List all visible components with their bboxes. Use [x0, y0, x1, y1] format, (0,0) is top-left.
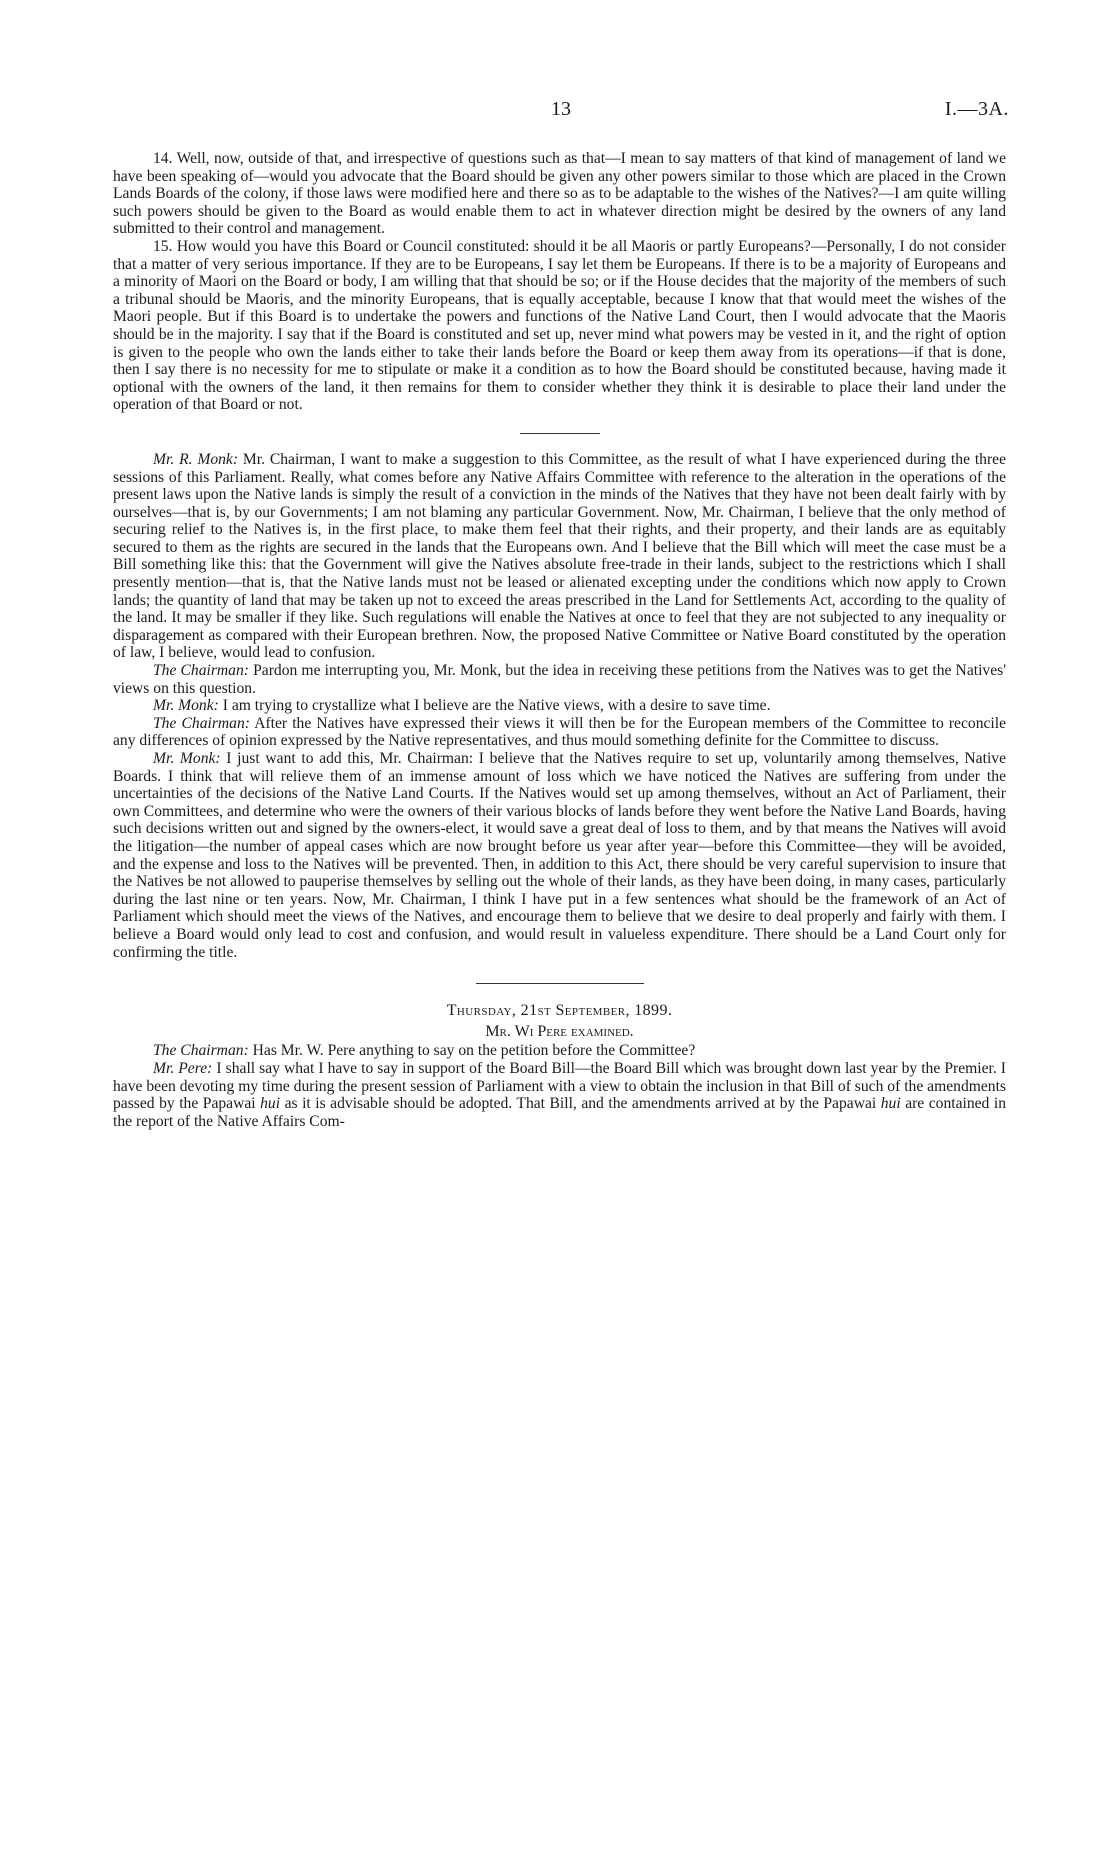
speaker-name: The Chairman: — [153, 714, 250, 732]
speaker-name: The Chairman: — [153, 662, 249, 680]
document-reference: I.—3A. — [944, 98, 1009, 120]
speech-text: After the Natives have expressed their views it will then be for the European members of the Committee to reconcile any differences of opinion expressed by the Native representatives, and thus mould something definite for the Committee to discuss. — [113, 714, 1006, 750]
monk-addendum-paragraph — [113, 750, 1006, 961]
document-body — [113, 150, 1006, 1130]
speaker-name: Mr. Monk: — [153, 750, 221, 767]
page-number: 13 — [551, 98, 571, 120]
question-15-paragraph: 15. How would you have this Board or Council constituted: should it be all Maoris or partly Europeans?—Personally, I do not consider that a matter of very serious importance. If they are to be Europeans, I say let them be Europeans. If there is to be a majority of Europeans and a minority of Maori on the Board or body, I am willing that that should be so; or if the House decides that the majority of the members of such a tribunal should be Maoris, and the minority Europeans, that is equally acceptable, because I know that that would meet the wishes of the Maori people. But if this Board is to undertake the powers and functions of the Native Land Court, then I would advocate that the Maoris should be in the majority. I say that if the Board is constituted and set up, never mind what powers may be vested in it, and the right of option is given to the people who own the lands either to take their lands before the Board or keep them away from its operations—if that is done, then I say there is no necessity for me to stipulate or make it a condition as to how the Board should be constituted because, having made it optional with the owners of the land, it then remains for them to consider whether they think it is desirable to place their land under the operation of that Board or not. — [113, 237, 1006, 414]
speaker-name: Mr. R. Monk: — [153, 450, 239, 468]
witness-heading: Mr. Wi Pere examined. — [485, 1022, 634, 1040]
speech-text: Pardon me interrupting you, Mr. Monk, but the idea in receiving these petitions from the Natives was to get the Natives' views on this question. — [113, 662, 1006, 697]
speech-text: Has Mr. W. Pere anything to say on the petition before the Committee? — [248, 1042, 696, 1060]
section-divider — [520, 433, 600, 434]
speech-text: are contained in the report of the Native Affairs Com- — [113, 1095, 1007, 1130]
hui-term: hui — [260, 1095, 281, 1113]
monk-reply-paragraph — [113, 697, 1006, 715]
speech-text: I am trying to crystallize what I believe are the Native views, with a desire to save time. — [218, 697, 771, 715]
section-divider — [476, 983, 644, 984]
hui-term: hui — [880, 1095, 901, 1113]
session-date-heading: Thursday, 21st September, 1899. — [446, 1002, 673, 1020]
pere-statement-paragraph — [113, 1060, 1006, 1130]
chairman-remark-paragraph — [113, 715, 1006, 750]
speech-text: as it is advisable should be adopted. That Bill, and the amendments arrived at by the Papawai — [280, 1095, 881, 1113]
speaker-name: The Chairman: — [153, 1042, 249, 1060]
page-header — [113, 98, 1009, 128]
question-14-paragraph: 14. Well, now, outside of that, and irrespective of questions such as that—I mean to say matters of that kind of management of land we have been speaking of—would you advocate that the Board should be given any other powers similar to those which are placed in the Crown Lands Boards of the colony, if those laws were modified here and there so as to be adaptable to the wishes of the Natives?—I am quite willing such powers should be given to the Board as would enable them to act in whatever direction might be desired by the owners of any land submitted to their control and management. — [113, 150, 1006, 238]
chairman-interjection-paragraph — [113, 662, 1006, 697]
speech-text: I just want to add this, Mr. Chairman: I believe that the Natives require to set up, voluntarily among themselves, Native Boards. I think that will relieve them of an immense amount of loss which we have noticed the Natives are suffering from under the uncertainties of the decisions of the Native Land Courts. If the Natives would set up among themselves, without an Act of Parliament, their own Committees, and determine who were the owners of their various blocks of lands before they went before the Native Land Boards, having such decisions written out and signed by the owners-elect, it would save a great deal of loss to them, and by that means the Natives will avoid the litigation—the number of appeal cases which are now brought before us year after year—before this Committee—they will be avoided, and the expense and loss to the Natives will be prevented. Then, in addition to this Act, there should be very careful supervision to insure that the Natives be not allowed to pauperise themselves by selling out the whole of their lands, as they have been doing, in many cases, particularly during the last nine or ten years. Now, Mr. Chairman, I think I have put in a few sentences what should be the framework of an Act of Parliament which should meet the views of the Natives, and encourage them to believe that we desire to deal properly and fairly with them. I believe a Board would only lead to cost and confusion, and would result in valueless expenditure. There should be a Land Court only for confirming the title. — [113, 750, 1006, 961]
speech-text: I shall say what I have to say in support of the Board Bill—the Board Bill which was brought down last year by the Premier. I have been devoting my time during the present session of Parliament with a view to obtain the inclusion in that Bill of such of the amendments passed by the Papawai — [113, 1059, 1006, 1113]
chairman-question-paragraph — [113, 1042, 1006, 1060]
speech-text: Mr. Chairman, I want to make a suggestion to this Committee, as the result of what I have experienced during the three sessions of this Parliament. Really, what comes before any Native Affairs Committee with reference to the alteration in the operations of the present laws upon the Native lands is simply the result of a conviction in the minds of the Natives that they have not been dealt fairly with by ourselves—that is, by our Governments; I am not blaming any particular Government. Now, Mr. Chairman, I believe that the only method of securing relief to the Natives is, in the first place, to make them feel that their rights, and their property, and their lands are as equitably secured to them as the rights are secured in the lands that the Europeans own. And I believe that the Bill which will meet the case must be a Bill something like this: that the Government will give the Natives absolute free-trade in their lands, subject to the restrictions which I shall presently mention—that is, that the Native lands must not be leased or alienated excepting under the conditions which now apply to Crown lands; the quantity of land that may be taken up not to exceed the areas prescribed in the Land for Settlements Act, according to the quality of the land. It may be smaller if they like. Such regulations will enable the Natives at once to feel that they are not subjected to any inequality or disparagement as compared with their European brethren. Now, the proposed Native Committee or Native Board constituted by the operation of law, I believe, would lead to confusion. — [113, 450, 1007, 662]
monk-statement-paragraph — [113, 451, 1006, 662]
speaker-name: Mr. Pere: — [153, 1059, 213, 1077]
speaker-name: Mr. Monk: — [153, 697, 219, 715]
